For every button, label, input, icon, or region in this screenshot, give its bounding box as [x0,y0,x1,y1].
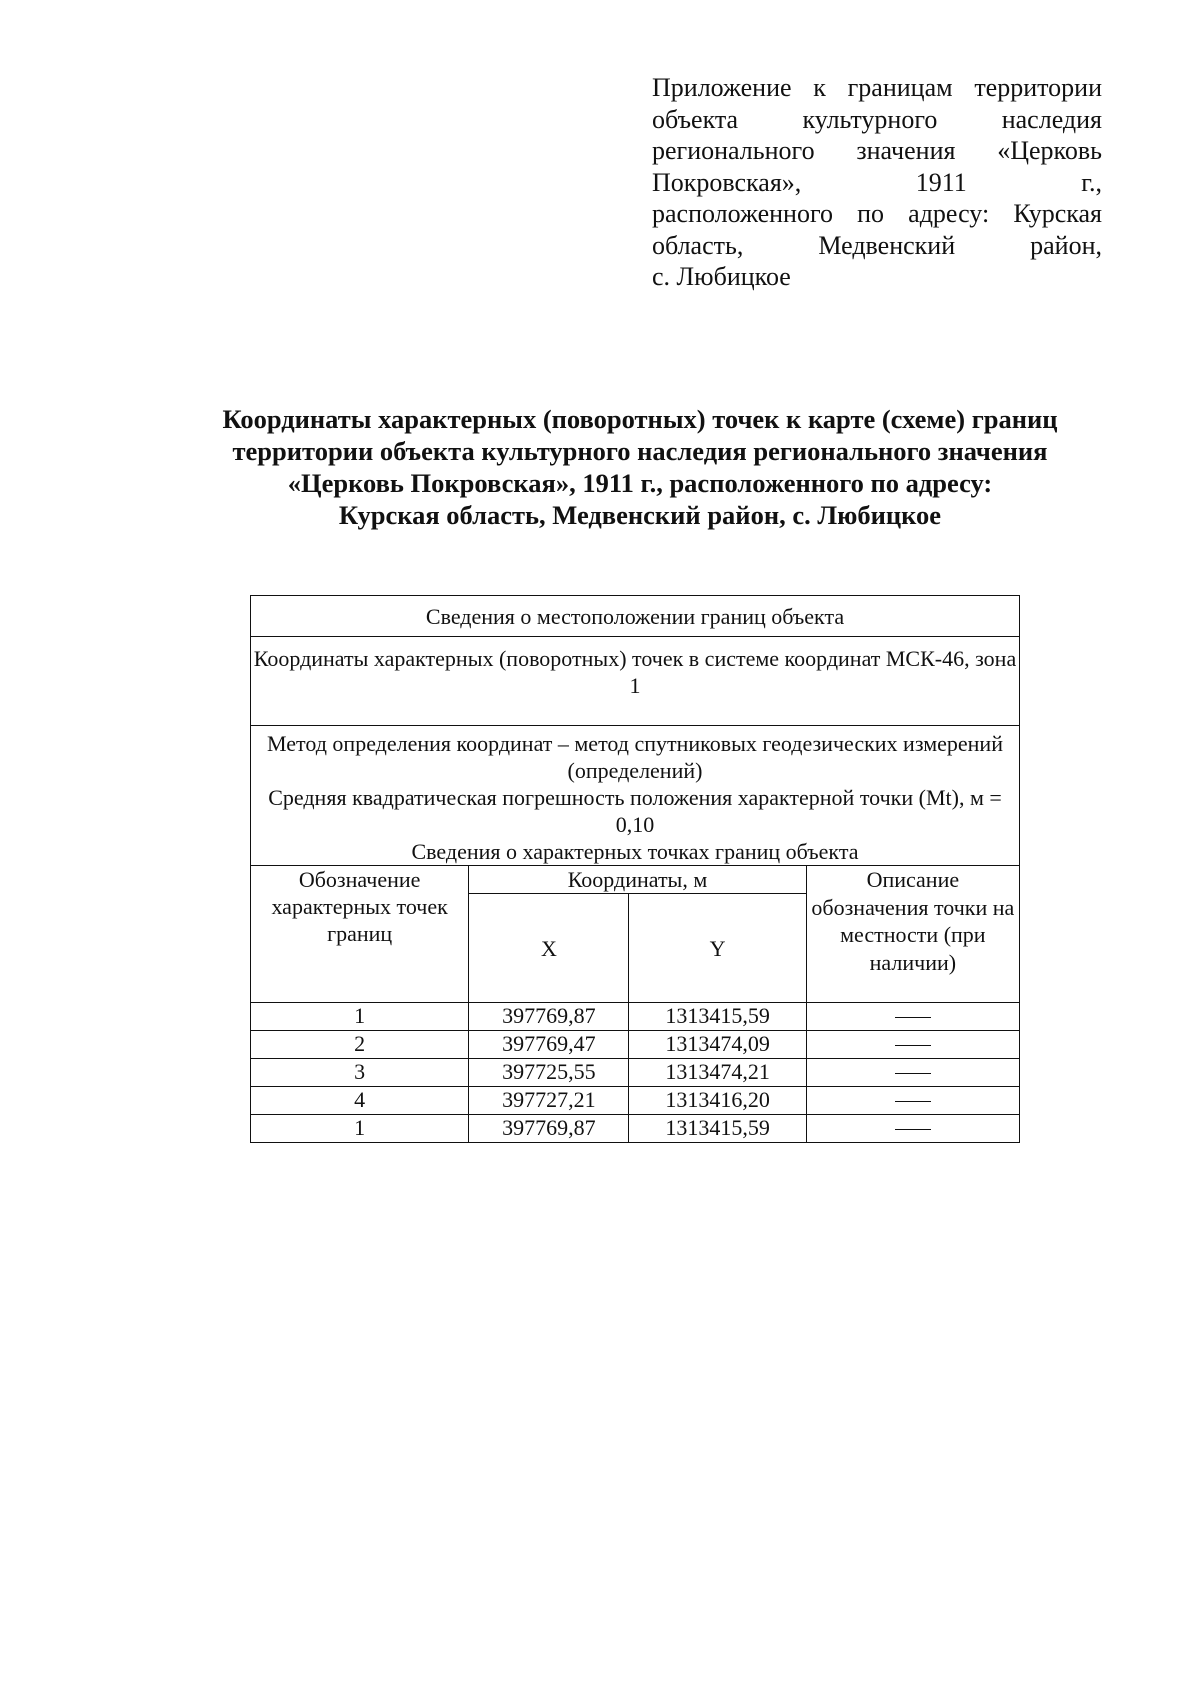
method-cell [251,726,1020,866]
boundaries-info-cell: Сведения о местоположении границ объекта [251,596,1020,637]
table-row [251,1003,1020,1031]
document-title [150,403,1130,531]
title-line: Координаты характерных (поворотных) точек к карте (схеме) границ [222,404,1058,434]
coordinates-table [250,595,1020,1143]
appendix-line: с. Любицкое [652,262,791,291]
appendix-line: регионального значения «Церковь [652,136,1102,165]
table-row [251,637,1020,726]
point-id: 3 [251,1059,469,1087]
appendix-line: область, Медвенский район, [652,230,1102,260]
method-text: Метод определения координат – метод спутниковых геодезических измерений (определений) [267,731,1003,783]
point-id: 2 [251,1031,469,1059]
dash-mark [895,1073,931,1074]
coord-system-cell [251,637,1020,726]
col-header-x: X [469,894,629,1003]
col-header-coords: Координаты, м [469,866,806,894]
point-desc [806,1115,1019,1143]
dash-mark [895,1017,931,1018]
title-line: «Церковь Покровская», 1911 г., расположенного по адресу: [287,468,993,498]
point-y: 1313474,09 [629,1031,806,1059]
appendix-line: объекта культурного наследия [652,104,1102,134]
col-header-label: Обозначение характерных точек границ [251,866,469,1003]
table-row [251,596,1020,637]
table-row [251,1059,1020,1087]
title-line: Курская область, Медвенский район, с. Любицкое [338,500,942,530]
table-row [251,1031,1020,1059]
dash-mark [895,1101,931,1102]
point-y: 1313415,59 [629,1003,806,1031]
points-info-text: Сведения о характерных точках границ объекта [411,839,859,864]
point-id: 1 [251,1003,469,1031]
col-header-y: Y [629,894,806,1003]
dash-mark [895,1045,931,1046]
point-y: 1313416,20 [629,1087,806,1115]
point-y: 1313415,59 [629,1115,806,1143]
appendix-line: расположенного по адресу: Курская [652,199,1102,228]
coord-system-text: Координаты характерных (поворотных) точек в системе координат МСК-46, зона 1 [253,646,1017,698]
appendix-line: Покровская», 1911 г., [652,167,1102,197]
point-x: 397769,47 [469,1031,629,1059]
point-x: 397769,87 [469,1003,629,1031]
title-line: территории объекта культурного наследия регионального значения [232,436,1048,466]
point-id: 1 [251,1115,469,1143]
point-x: 397727,21 [469,1087,629,1115]
appendix-line: Приложение к границам территории [652,73,1102,102]
table-header-row [251,866,1020,894]
point-x: 397769,87 [469,1115,629,1143]
point-desc [806,1003,1019,1031]
point-y: 1313474,21 [629,1059,806,1087]
point-desc [806,1059,1019,1087]
point-x: 397725,55 [469,1059,629,1087]
point-id: 4 [251,1087,469,1115]
table-row [251,1115,1020,1143]
accuracy-text: Средняя квадратическая погрешность положения характерной точки (Mt), м = 0,10 [268,785,1002,837]
table-row [251,1087,1020,1115]
dash-mark [895,1129,931,1130]
point-desc [806,1087,1019,1115]
appendix-note [652,72,1102,293]
col-header-desc: Описание обозначения точки на местности (при наличии) [806,866,1019,1003]
table-row [251,726,1020,866]
point-desc [806,1031,1019,1059]
